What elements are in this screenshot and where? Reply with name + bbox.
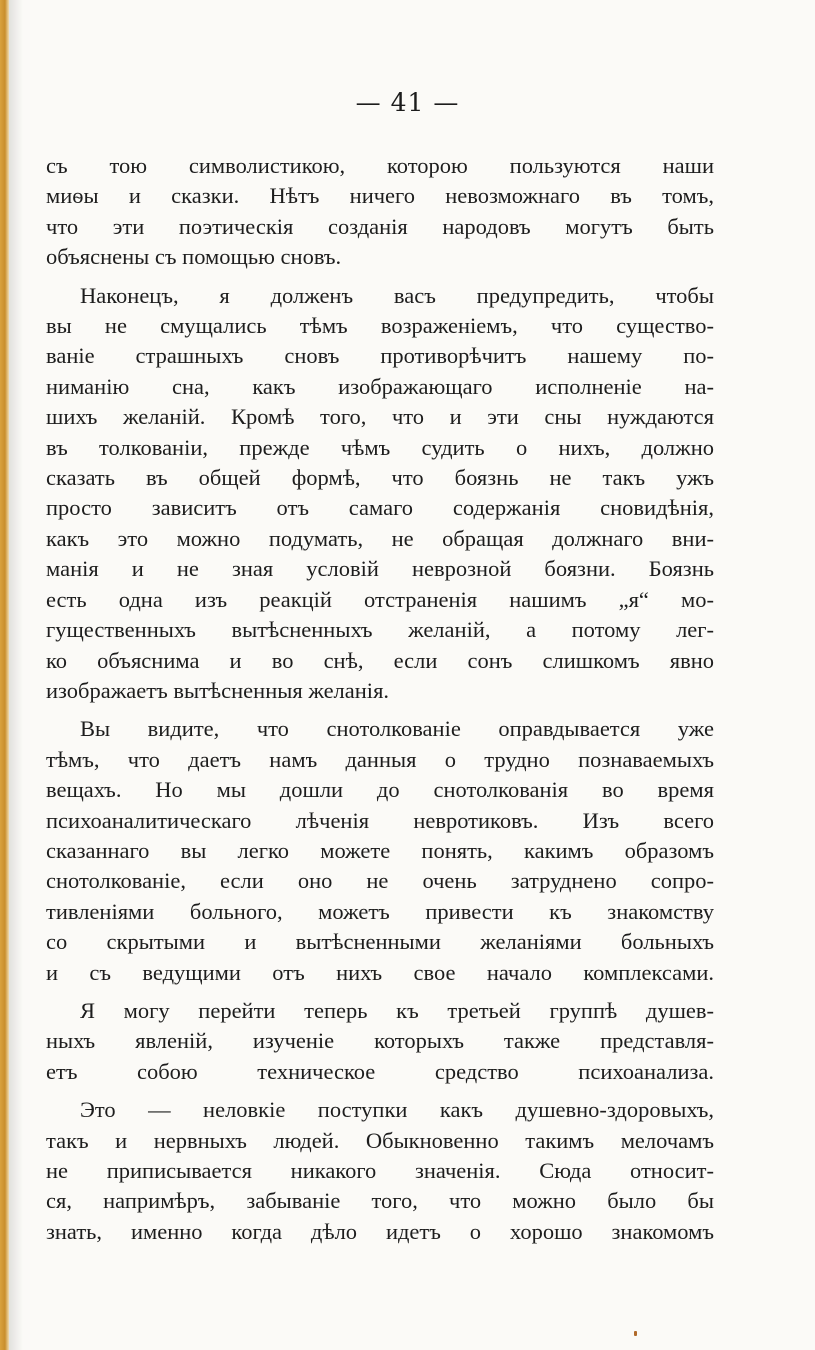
text-line: не приписывается никакого значенія. Сюда относит- <box>46 1158 714 1183</box>
text-line: просто зависитъ отъ самаго содержанія сновидѣнія, <box>46 495 714 521</box>
text-line: какъ это можно подумать, не обращая должнаго вни- <box>46 525 714 551</box>
text-line: знать, именно когда дѣло идетъ о хорошо знакомомъ <box>46 1218 714 1244</box>
text-line: Наконецъ, я долженъ васъ предупредить, чтобы <box>80 282 714 308</box>
text-line: вещахъ. Но мы дошли до снотолкованія во время <box>46 777 714 803</box>
text-line: со скрытыми и вытѣсненными желаніями больныхъ <box>46 929 714 955</box>
book-spine-edge <box>0 0 9 1350</box>
paragraph-4 <box>46 996 714 1087</box>
text-line: есть одна изъ реакцій отстраненія нашимъ „я“ мо- <box>46 586 714 612</box>
text-line: ныхъ явленій, изученіе которыхъ также представля- <box>46 1028 714 1054</box>
text-line: тивленіями больного, можетъ привести къ знакомству <box>46 898 714 924</box>
text-line: психоаналитическаго лѣченія невротиковъ. Изъ всего <box>46 807 714 833</box>
text-line: манія и не зная условій неврозной боязни. Боязнь <box>46 556 714 582</box>
ink-speck <box>634 1331 637 1336</box>
text-line: етъ собою техническое средство психоанализа. <box>46 1058 714 1084</box>
text-line: тѣмъ, что даетъ намъ данныя о трудно познаваемыхъ <box>46 746 714 772</box>
text-line: ниманію сна, какъ изображающаго исполненіе на- <box>46 373 714 399</box>
text-line: что эти поэтическія созданія народовъ могутъ быть <box>46 213 714 239</box>
text-line: вы не смущались тѣмъ возраженіемъ, что существо- <box>46 313 714 339</box>
text-line: гущественныхъ вытѣсненныхъ желаній, а потому лег- <box>46 617 714 643</box>
body-text <box>46 151 714 1247</box>
paragraph-1 <box>46 151 714 273</box>
text-line: такъ и нервныхъ людей. Обыкновенно такимъ мелочамъ <box>46 1127 714 1153</box>
text-line: миѳы и сказки. Нѣтъ ничего невозможнаго въ томъ, <box>46 183 714 209</box>
text-line: и съ ведущими отъ нихъ свое начало комплексами. <box>46 959 714 985</box>
text-line: объяснены съ помощью сновъ. <box>46 244 342 270</box>
text-line: ко объяснима и во снѣ, если сонъ слишкомъ явно <box>46 647 714 673</box>
page-number: — 41 — <box>355 88 460 117</box>
text-line: съ тою символистикою, которою пользуются наши <box>46 153 714 178</box>
text-line: ся, напримѣръ, забываніе того, что можно было бы <box>46 1188 714 1214</box>
text-line: сказаннаго вы легко можете понять, какимъ образомъ <box>46 837 714 863</box>
text-line: Вы видите, что снотолкованіе оправдывается уже <box>80 716 714 742</box>
paragraph-3 <box>46 714 714 988</box>
text-line: снотолкованіе, если оно не очень затруднено сопро- <box>46 868 714 894</box>
paragraph-2 <box>46 281 714 707</box>
text-line: въ толкованіи, прежде чѣмъ судить о нихъ, должно <box>46 434 714 460</box>
gutter-shadow <box>9 0 23 1350</box>
text-line: ваніе страшныхъ сновъ противорѣчитъ нашему по- <box>46 343 714 369</box>
text-line: изображаетъ вытѣсненныя желанія. <box>46 677 390 703</box>
text-line: Это — неловкіе поступки какъ душевно-здоровыхъ, <box>80 1097 714 1123</box>
text-line: Я могу перейти теперь къ третьей группѣ душев- <box>80 997 714 1023</box>
text-line: сказать въ общей формѣ, что боязнь не такъ ужъ <box>46 465 714 491</box>
text-line: шихъ желаній. Кромѣ того, что и эти сны нуждаются <box>46 404 714 430</box>
paragraph-5 <box>46 1095 714 1247</box>
